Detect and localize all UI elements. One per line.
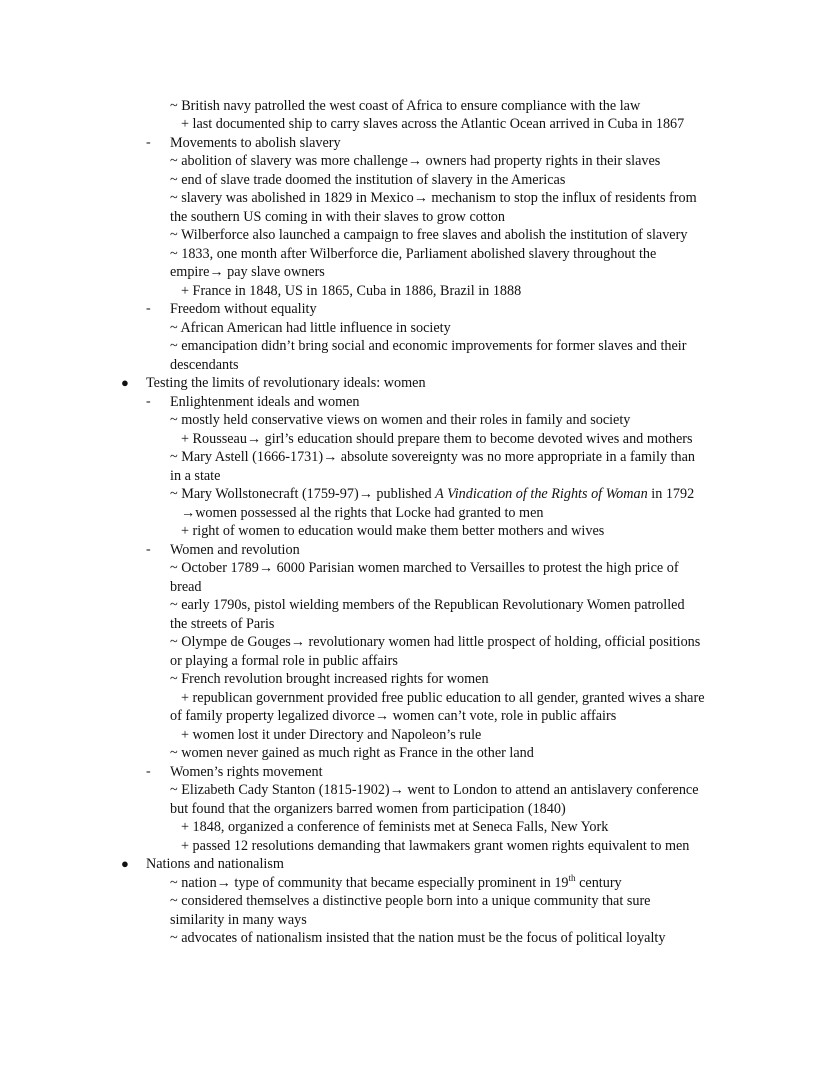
text-line: ~ abolition of slavery was more challenge→ owners had property rights in their slaves — [170, 153, 661, 169]
text-line: empire→ pay slave owners — [170, 264, 325, 280]
text-line: of family property legalized divorce→ women can’t vote, role in public affairs — [170, 708, 617, 724]
text-line: similarity in many ways — [170, 912, 307, 928]
text-line: or playing a formal role in public affairs — [170, 653, 398, 669]
text-line: in a state — [170, 468, 221, 484]
subheading: Freedom without equality — [170, 301, 317, 317]
subheading: Movements to abolish slavery — [170, 135, 341, 151]
text-line: ~ advocates of nationalism insisted that the nation must be the focus of political loyalty — [170, 930, 666, 946]
text-line: bread — [170, 579, 202, 595]
text-line: ~ Olympe de Gouges→ revolutionary women had little prospect of holding, official positions — [170, 634, 701, 650]
text-line — [170, 874, 622, 892]
text-line: ~ British navy patrolled the west coast of Africa to ensure compliance with the law — [170, 98, 641, 114]
text-line: + last documented ship to carry slaves across the Atlantic Ocean arrived in Cuba in 1867 — [181, 116, 685, 132]
text-line: + women lost it under Directory and Napoleon’s rule — [181, 727, 482, 743]
section-heading: Nations and nationalism — [146, 856, 284, 872]
text-line: ~ October 1789→ 6000 Parisian women marched to Versailles to protest the high price of — [170, 560, 679, 576]
text-line: the streets of Paris — [170, 616, 275, 632]
dash-marker: - — [146, 394, 151, 409]
text-segment: in 1792 — [647, 486, 695, 502]
text-line: + France in 1848, US in 1865, Cuba in 1886, Brazil in 1888 — [181, 283, 522, 299]
text-segment: ~ nation→ type of community that became especially prominent in 19 — [170, 875, 569, 891]
text-line: ~ women never gained as much right as France in the other land — [170, 745, 534, 761]
text-line: + Rousseau→ girl’s education should prepare them to become devoted wives and mothers — [181, 431, 693, 447]
text-line: + right of women to education would make them better mothers and wives — [181, 523, 605, 539]
text-line: ~ Elizabeth Cady Stanton (1815-1902)→ went to London to attend an antislavery conference — [170, 782, 699, 798]
dash-marker: - — [146, 764, 151, 779]
text-line: ~ emancipation didn’t bring social and economic improvements for former slaves and their — [170, 338, 687, 354]
subheading: Women’s rights movement — [170, 764, 323, 780]
text-segment: century — [575, 875, 622, 891]
book-title: A Vindication of the Rights of Woman — [435, 486, 648, 502]
subheading: Women and revolution — [170, 542, 300, 558]
superscript: th — [568, 873, 576, 883]
text-line: ~ early 1790s, pistol wielding members of the Republican Revolutionary Women patrolled — [170, 597, 685, 613]
bullet-marker: ● — [121, 375, 129, 390]
text-segment: ~ Mary Wollstonecraft (1759-97)→ published — [170, 486, 436, 502]
text-line: ~ mostly held conservative views on women and their roles in family and society — [170, 412, 631, 428]
text-line: ~ slavery was abolished in 1829 in Mexico→ mechanism to stop the influx of residents from — [170, 190, 697, 206]
text-line: descendants — [170, 357, 239, 373]
text-line: + passed 12 resolutions demanding that lawmakers grant women rights equivalent to men — [181, 838, 690, 854]
text-line — [170, 485, 694, 503]
text-line: ~ Wilberforce also launched a campaign to free slaves and abolish the institution of slavery — [170, 227, 688, 243]
section-heading: Testing the limits of revolutionary ideals: women — [146, 375, 426, 391]
dash-marker: - — [146, 301, 151, 316]
text-line: ~ 1833, one month after Wilberforce die, Parliament abolished slavery throughout the — [170, 246, 657, 262]
subheading: Enlightenment ideals and women — [170, 394, 360, 410]
dash-marker: - — [146, 135, 151, 150]
text-line: but found that the organizers barred women from participation (1840) — [170, 801, 566, 817]
text-line: ~ Mary Astell (1666-1731)→ absolute sovereignty was no more appropriate in a family than — [170, 449, 695, 465]
bullet-marker: ● — [121, 856, 129, 871]
dash-marker: - — [146, 542, 151, 557]
text-line: + republican government provided free public education to all gender, granted wives a share — [181, 690, 705, 706]
text-line: the southern US coming in with their slaves to grow cotton — [170, 209, 505, 225]
text-line: →women possessed al the rights that Locke had granted to men — [181, 505, 544, 521]
text-line: ~ end of slave trade doomed the institution of slavery in the Americas — [170, 172, 566, 188]
text-line: + 1848, organized a conference of feminists met at Seneca Falls, New York — [181, 819, 609, 835]
text-line: ~ considered themselves a distinctive people born into a unique community that sure — [170, 893, 651, 909]
text-line: ~ French revolution brought increased rights for women — [170, 671, 489, 687]
text-line: ~ African American had little influence in society — [170, 320, 451, 336]
